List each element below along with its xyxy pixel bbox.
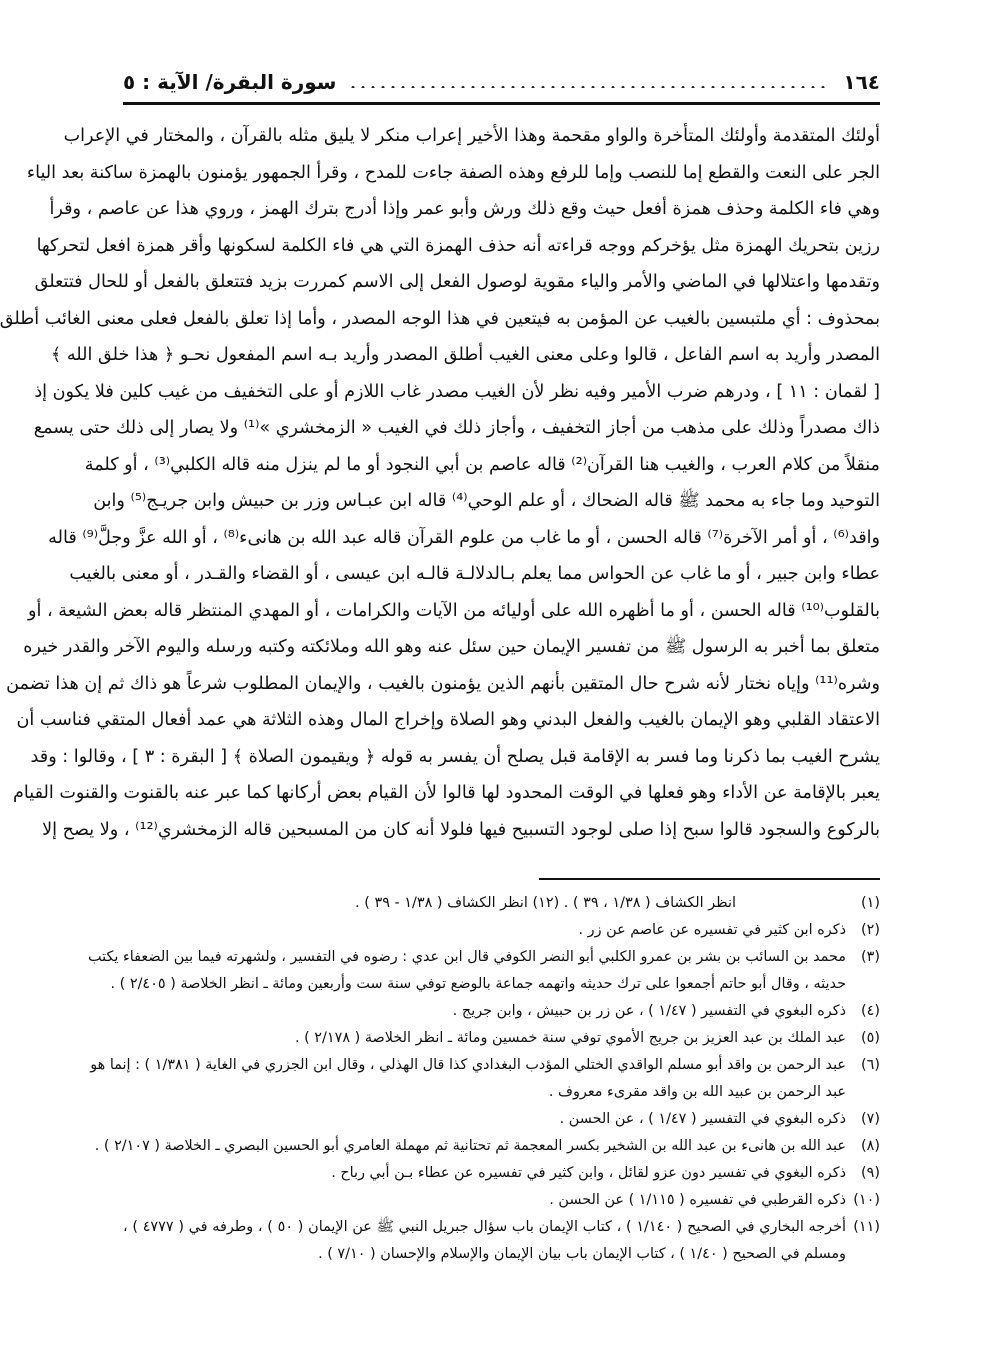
footnote-text: عبد الله بن هانىء بن عبد الله بن الشخير بكسر المعجمة ثم تحتانية ثم مهملة العامري أبو الحسين البصري ـ الخلاصة ( ٢/١٠٧ ) . <box>94 1138 846 1154</box>
footnote-text: أخرجه البخاري في الصحيح ( ١/١٤٠ ) ، كتاب الإيمان باب سؤال جبريل النبي ﷺ عن الإيمان ( ٥٠ ) ، وطرفه في ( ٤٧٧٧ ) ، <box>123 1219 847 1235</box>
body-line: واقد⁽⁶⁾ ، أو أمر الآخرة⁽⁷⁾ قاله الحسن ، أو ما غاب من علوم القرآن قاله عبد الله بن هانىء⁽⁸⁾ ، أو الله عزَّ وجلَّ⁽⁹⁾ قاله <box>48 527 880 548</box>
footnote-number: (٢) <box>861 922 880 938</box>
footnotes <box>87 890 880 1268</box>
running-title: سورة البقرة/ الآية : ٥ <box>123 70 337 94</box>
footnote-text: ذكره ابن كثير في تفسيره عن عاصم عن زر . <box>578 922 846 938</box>
footnote-item <box>90 1052 880 1079</box>
body-line: متعلق بما أخبر به الرسول ﷺ من تفسير الإيمان حين سئل عنه وهو الله وملائكته وكتبه ورسله واليوم الآخر والقدر خيره <box>23 637 880 657</box>
footnote-continuation: حديثه ، وقال أبو حاتم أجمعوا على ترك حديثه واتهمه جماعة بالوضع توفي سنة ست وأربعين ومائة ـ انظر الخلاصة ( ٢/٤٠٥ ) . <box>110 976 846 992</box>
body-line: عطاء وابن جبير ، أو ما غاب عن الحواس مما يعلم بـالدلالـة قالـه ابن عيسى ، أو القضاء والقـدر ، أو معنى بالغيب <box>69 564 880 584</box>
footnote-item <box>94 1133 880 1160</box>
body-line: أولئك المتقدمة وأولئك المتأخرة والواو مقحمة وهذا الأخير إعراب منكر لا يليق مثله بالقرآن ، والمختار في الإعراب <box>63 126 880 146</box>
body-line: يشرح الغيب بما ذكرنا وما فسر به الإقامة قبل يصلح أن يفسر به قوله ﴿ ويقيمون الصلاة ﴾ [ البقرة : ٣ ] ، وقالوا : وقد <box>30 746 880 767</box>
header-dot-leader <box>348 86 831 88</box>
body-line: بالقلوب⁽¹⁰⁾ قاله الحسن ، أو ما أظهره الله على أوليائه من الآيات والكرامات ، أو المهدي المنتظر قاله بعض الشيعة ، أو <box>28 600 880 621</box>
page-header <box>123 62 880 105</box>
footnote-item <box>123 1106 880 1133</box>
body-line: الاعتقاد القلبي وهو الإيمان بالغيب والفعل البدني وهو الصلاة وإخراج المال وهذه الثلاثة هي عمد أفعال المتقي فناسب أن <box>16 710 880 730</box>
body-line: وهي فاء الكلمة وحذف همزة أفعل حيث وقع ذلك ورش وأبو عمر وإذا أدرج بترك الهمز ، وروي هذا عن عاصم ، وقرأ <box>49 199 880 219</box>
body-line: المصدر وأريد به اسم الفاعل ، قالوا وعلى معنى الغيب أطلق المصدر وأريد بـه اسم المفعول نحـو ﴿ هذا خلق الله ﴾ <box>50 345 880 365</box>
body-line: وتقدمها واعتلالها في الماضي والأمر والياء مقوية لوصول الفعل إلى الاسم كمررت بزيد فتتعلق بالفعل أو للحال فتتعلق <box>34 272 880 292</box>
footnote-text: ذكره البغوي في التفسير ( ١/٤٧ ) ، عن زر بن حبيش ، وابن جريج . <box>452 1003 846 1019</box>
footnote-item <box>123 917 880 944</box>
body-line: يعبر بالإقامة عن الأداء وهو فعلها في الوقت المحدود لها قالوا لأن القيام بعض أركانها كما عبر عنه بالقنوت والقنوت القيام <box>13 783 880 803</box>
footnote-text: عبد الرحمن بن واقد أبو مسلم الواقدي الختلي المؤدب البغدادي كذا قال الهذلي ، وقال ابن الجزري في الغاية ( ١/٣٨١ ) : إنما هو <box>90 1057 846 1073</box>
footnote-text: ذكره البغوي في التفسير ( ١/٤٧ ) ، عن الحسن . <box>559 1111 846 1127</box>
footnote-number: (١٠) <box>853 1192 880 1208</box>
body-line: رزين بتحريك الهمزة مثل يؤخركم ووجه قراءته أنه حذف الهمزة التي هي فاء الكلمة لسكونها وأقر همزة افعل لتحركها <box>36 235 880 256</box>
footnote-number: (٧) <box>861 1111 880 1127</box>
footnote-separator <box>539 878 880 880</box>
footnote-item <box>123 1187 880 1214</box>
footnote-item <box>123 890 880 917</box>
footnote-continuation: ومسلم في الصحيح ( ١/٤٠ ) ، كتاب الإيمان باب بيان الإيمان والإسلام والإحسان ( ٧/١٠ ) . <box>318 1246 846 1262</box>
footnote-number: (٥) <box>861 1030 880 1046</box>
body-line: الجر على النعت والقطع إما للنصب وإما للرفع وهذه الصفة جاءت للمدح ، وقرأ الجمهور يؤمنون بالهمزة ساكنة بعد الياء <box>26 162 880 183</box>
footnote-number: (١) <box>861 895 880 911</box>
footnote-text: محمد بن السائب بن بشر بن عمرو الكلبي أبو النضر الكوفي قال ابن عدي : رضوه في التفسير ، ولشهرته فيما بين الضعفاء يكتب <box>87 949 846 965</box>
footnote-item <box>123 1025 880 1052</box>
footnote-text: انظر الكشاف ( ١/٣٨ ، ٣٩ ) . <box>563 895 736 911</box>
footnote-number: (٤) <box>861 1003 880 1019</box>
body-line: بالركوع والسجود قالوا سبح إذا صلى لوجود التسبيح فيها فلولا أنه كان من المسبحين قاله الزمخشري⁽¹²⁾ ، ولا يصح إلا <box>42 819 880 840</box>
footnote-item <box>123 1214 880 1241</box>
page-number: ١٦٤ <box>843 70 880 94</box>
body-line: منقلاً من كلام العرب ، والغيب هنا القرآن⁽²⁾ قاله عاصم بن أبي النجود أو ما لم ينزل منه قاله الكلبي⁽³⁾ ، أو كلمة <box>84 454 880 475</box>
footnote-item <box>87 944 880 971</box>
footnote-number: (٨) <box>861 1138 880 1154</box>
footnote-text: ذكره البغوي في تفسير دون عزو لقائل ، وابن كثير في تفسيره عن عطاء بـن أبي رباح . <box>331 1165 846 1181</box>
footnote-number: (١١) <box>853 1219 880 1235</box>
footnote-text: ذكره القرطبي في تفسيره ( ١/١١٥ ) عن الحسن . <box>549 1192 846 1208</box>
body-text <box>0 118 880 848</box>
footnote-number: (٣) <box>861 949 880 965</box>
footnote-text: عبد الملك بن عبد العزيز بن جريج الأموي توفي سنة خمسين ومائة ـ انظر الخلاصة ( ٢/١٧٨ ) . <box>294 1030 846 1046</box>
footnote-text: انظر الكشاف ( ١/٣٨ - ٣٩ ) . <box>355 895 528 911</box>
body-line: [ لقمان : ١١ ] ، ودرهم ضرب الأمير وفيه نظر لأن الغيب مصدر غاب اللازم أو على التخفيف من غيب كلين فلا يكون إذ <box>34 381 880 402</box>
body-line: وشره⁽¹¹⁾ وإياه نختار لأنه شرح حال المتقين بأنهم الذين يؤمنون بالغيب ، والإيمان المطلوب شرعاً هو ذاك ثم إن هذا تضمن <box>6 673 880 694</box>
footnote-number: (٦) <box>861 1057 880 1073</box>
footnote-continuation: عبد الرحمن بن عبيد الله بن واقد مقرىء معروف . <box>548 1084 846 1100</box>
body-line: ذاك مصدراً وذلك على مذهب من أجاز التخفيف ، وأجاز ذلك في الغيب « الزمخشري »⁽¹⁾ ولا يصار إلى ذلك حتى يسمع <box>33 418 880 438</box>
footnote-number: (٩) <box>861 1165 880 1181</box>
footnote-item <box>123 998 880 1025</box>
footnote-item <box>123 1160 880 1187</box>
footnote-number: (١٢) <box>532 895 560 911</box>
body-line: بمحذوف : أي ملتبسين بالغيب عن المؤمن به فيتعين في هذا الوجه المصدر ، وأما إذا تعلق بالفعل فعلى معنى الغائب أطلق <box>0 308 880 329</box>
body-line: التوحيد وما جاء به محمد ﷺ قاله الضحاك ، أو علم الوحي⁽⁴⁾ قاله ابن عبـاس وزر بن حبيش وابن جريـج⁽⁵⁾ وابن <box>93 491 880 511</box>
